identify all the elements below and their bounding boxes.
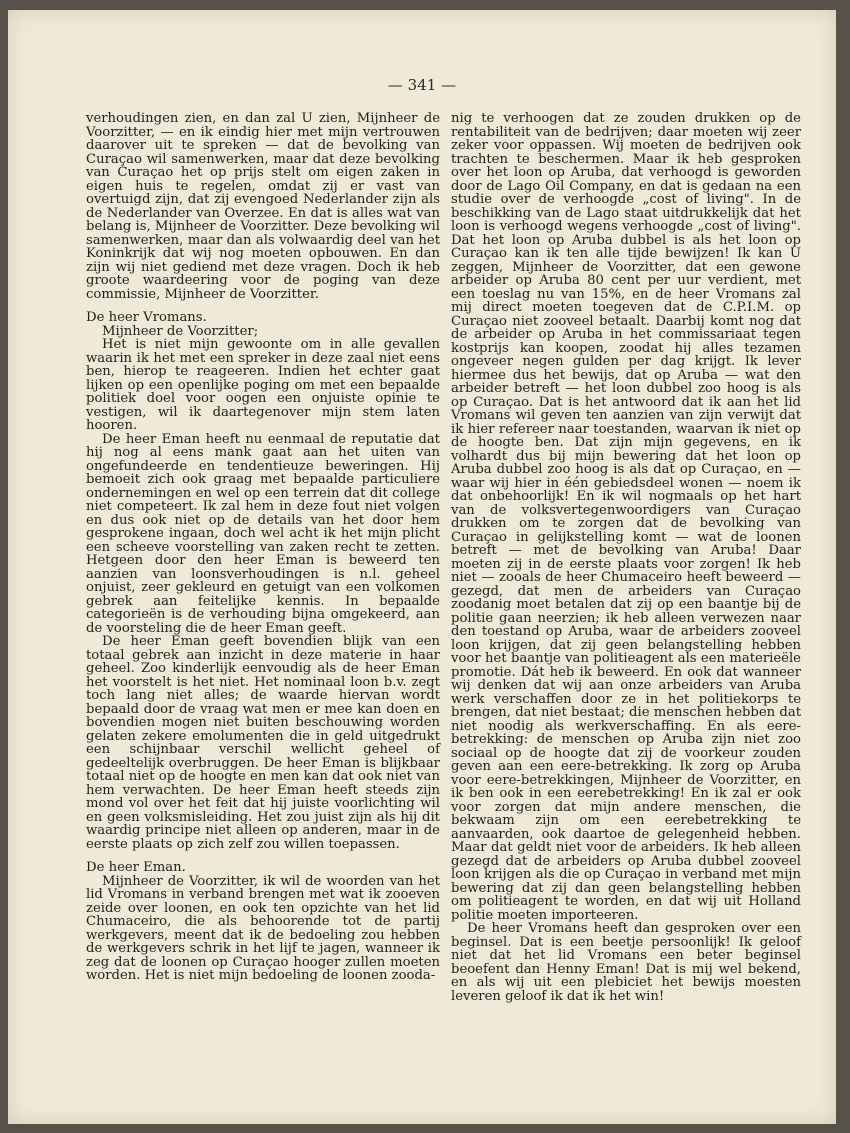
page-number: — 341 — bbox=[387, 76, 457, 94]
paragraph: De heer Vromans heeft dan gesproken over een beginsel. Dat is een beetje persoonlijk! Ik geloof niet dat het lid Vromans een beter beginsel beoefent dan Henny Eman! Dat is mij wel bekend, en als wij uit een plebiciet het bewijs moesten leveren geloof ik dat ik het win! bbox=[451, 921, 801, 1004]
paragraph: De heer Eman heeft nu eenmaal de reputatie dat hij nog al eens mank gaat aan het uiten van ongefundeerde en tendentieuze beweringen. Hij bemoeit zich ook graag met bepaalde particuliere ondernemingen en wel op een terrein dat dit college niet competeert. Ik zal hem in deze fout niet volgen en dus ook niet op de details van het door hem gesprokene ingaan, doch wel acht ik het mijn plicht een scheeve voorstelling van zaken recht te zetten. Hetgeen door den heer Eman is beweerd ten aanzien van loonsverhoudingen is n.l. geheel onjuist, zeer gekleurd en getuigt van een volkomen gebrek aan feitelijke kennis. In bepaalde categorieën is de verhouding bijna omgekeerd, aan de voorsteling die de heer Eman geeft. bbox=[86, 431, 440, 636]
paragraph: Mijnheer de Voorzitter; bbox=[102, 323, 259, 339]
speaker-heading: De heer Eman. bbox=[86, 860, 186, 875]
paragraph: verhoudingen zien, en dan zal U zien, Mijnheer de Voorzitter, — en ik eindig hier met mijn vertrouwen daarover uit te spreken — dat de bevolking van Curaçao wil samenwerken, maar dat deze bevolking van Curaçao het op prijs stelt om eigen zaken in eigen huis te regelen, omdat zij er vast van overtuigd zijn, dat zij evengoed Nederlander zijn als de Nederlander van Overzee. En dat is alles wat van belang is, Mijnheer de Voorzitter. Deze bevolking wil samenwerken, maar dan als volwaardig deel van het Koninkrijk dat wij nog moeten opbouwen. En dan zijn wij niet gediend met deze vragen. Doch ik heb groote waardeering voor de poging van deze commissie, Mijnheer de Voorzitter. bbox=[86, 111, 440, 302]
speaker-heading: De heer Vromans. bbox=[86, 310, 207, 325]
paragraph: Het is niet mijn gewoonte om in alle gevallen waarin ik het met een spreker in deze zaal niet eens ben, hierop te reageeren. Indien het echter gaat lijken op een openlijke poging om met een bepaalde politiek doel voor oogen een onjuiste opinie te vestigen, wil ik daartegenover mijn stem laten hooren. bbox=[86, 337, 440, 433]
paragraph: De heer Eman geeft bovendien blijk van een totaal gebrek aan inzicht in deze materie in haar geheel. Zoo kinderlijk eenvoudig als de heer Eman het voorstelt is het niet. Het nominaal loon b.v. zegt toch lang niet alles; de waarde hiervan wordt bepaald door de vraag wat men er mee kan doen en bovendien mogen niet buiten beschouwing worden gelaten zekere emolumenten die in geld uitgedrukt een schijnbaar verschil wellicht geheel of gedeeltelijk overbruggen. De heer Eman is blijkbaar totaal niet op de hoogte en men kan dat ook niet van hem verwachten. De heer Eman heeft steeds zijn mond vol over het feit dat hij juiste voorlichting wil en geen volksmisleiding. Het zou juist zijn als hij dit waardig principe niet alleen op anderen, maar in de eerste plaats op zich zelf zou willen toepassen. bbox=[86, 634, 440, 852]
paragraph: Mijnheer de Voorzitter, ik wil de woorden van het lid Vromans in verband brengen met wat ik zooeven zeide over loonen, en ook ten opzichte van het lid Chumaceiro, die als behoorende tot de partij werkgevers, meent dat ik de bedoeling zou hebben de werkgevers schrik in het lijf te jagen, wanneer ik zeg dat de loonen op Curaçao hooger zullen moeten worden. Het is niet mijn bedoeling de loonen zooda- bbox=[86, 873, 440, 983]
right-column bbox=[451, 112, 801, 1003]
left-column bbox=[86, 112, 440, 983]
paragraph: nig te verhoogen dat ze zouden drukken op de rentabiliteit van de bedrijven; daar moeten wij zeer zeker voor oppassen. Wij moeten de bedrijven ook trachten te beschermen. Maar ik heb gesproken over het loon op Aruba, dat verhoogd is geworden door de Lago Oil Company, en dat is gedaan na een studie over de verhoogde „cost of living". In de beschikking van de Lago staat uitdrukkelijk dat het loon is verhoogd wegens verhoogde „cost of living". Dat het loon op Aruba dubbel is als het loon op Curaçao kan ik ten alle tijde bewijzen! Ik kan U zeggen, Mijnheer de Voorzitter, dat een gewone arbeider op Aruba 80 cent per uur verdient, met een toeslag nu van 15%, en de heer Vromans zal mij direct moeten toegeven dat de C.P.I.M. op Curaçao niet zooveel betaalt. Daarbij komt nog dat de arbeider op Aruba in het commissariaat tegen kostprijs kan koopen, zoodat hij alles tezamen ongeveer negen gulden per dag krijgt. Ik lever hiermee dus het bewijs, dat op Aruba — wat den arbeider betreft — het loon dubbel zoo hoog is als op Curaçao. Dat is het antwoord dat ik aan het lid Vromans wil geven ten aanzien van zijn verwijt dat ik hier refereer naar toestanden, waarvan ik niet op de hoogte ben. Dat zijn mijn gegevens, en ik volhardt dus bij mijn bewering dat het loon op Aruba dubbel zoo hoog is als dat op Curaçao, en — waar wij hier in één gebiedsdeel wonen — noem ik dat onbehoorlijk! En ik wil nogmaals op het hart van de volksvertegenwoordigers van Curaçao drukken om te zorgen dat de bevolking van Curaçao in gelijkstelling komt — wat de loonen betreft — met de bevolking van Aruba! Daar moeten zij in de eerste plaats voor zorgen! Ik heb niet — zooals de heer Chumaceiro heeft beweerd — gezegd, dat men de arbeiders van Curaçao zoodanig moet betalen dat zij op een baantje bij de politie gaan neerzien; ik heb alleen verwezen naar den toestand op Aruba, waar de arbeiders zooveel loon krijgen, dat zij geen belangstelling hebben voor het baantje van politieagent als een materieële promotie. Dát heb ik beweerd. En ook dat wanneer wij denken dat wij aan onze arbeiders van Aruba werk verschaffen door ze in het politiekorps te brengen, dat niet bestaat; die menschen hebben dat niet noodig als werkverschaffing. En als eere-betrekking: de menschen op Aruba zijn niet zoo sociaal op de hoogte dat zij de voorkeur zouden geven aan een eere-betrekking. Ik zorg op Aruba voor eere-betrekkingen, Mijnheer de Voorzitter, en ik ben ook in een eerebetrekking! En ik zal er ook voor zorgen dat mijn andere menschen, die bekwaam zijn om een eerebetrekking te aanvaarden, ook daartoe de gelegenheid hebben. Maar dat geldt niet voor de arbeiders. Ik heb alleen gezegd dat de arbeiders op Aruba dubbel zooveel loon krijgen als die op Curaçao in verband met mijn bewering dat zij dan geen belangstelling hebben om politieagent te worden, en dat wij uit Holland politie moeten importeeren. bbox=[451, 111, 801, 923]
document-page bbox=[8, 10, 836, 1124]
